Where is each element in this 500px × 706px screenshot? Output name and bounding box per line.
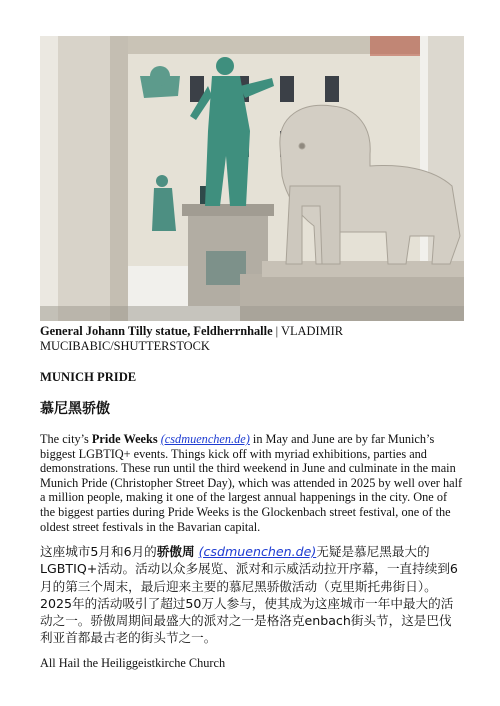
caption-title: General Johann Tilly statue, Feldherrnhalle <box>40 324 273 338</box>
paragraph-zh-body: 无疑是慕尼黑最大的LGBTIQ+活动。活动以众多展览、派对和示威活动拉开序幕，一直持续到6月的第三个周末，最后迎来主要的慕尼黑骄傲活动（克里斯托弗街日）。2025年的活动吸引了超过50万人参与，使其成为这座城市一年中最大的活动之一。骄傲周期间最盛大的派对之一是格洛克enbach街头节，这是巴伐利亚首都最古老的街头节之一。 <box>40 544 458 646</box>
paragraph-zh-bold: 骄傲周 <box>156 544 195 560</box>
paragraph-en-bold: Pride Weeks <box>91 432 158 446</box>
paragraph-en <box>40 432 464 534</box>
paragraph-zh-text: 这座城市5月和6月的 <box>40 544 157 560</box>
caption-separator: | <box>272 324 282 338</box>
section-heading-en: MUNICH PRIDE <box>40 370 137 384</box>
paragraph-en-text: The city’s <box>40 432 92 446</box>
article-page <box>40 36 464 671</box>
section-heading-zh: 慕尼黑骄傲 <box>40 401 110 417</box>
csd-link-zh[interactable]: (csdmuenchen.de) <box>198 544 317 560</box>
paragraph-en-body: in May and June are by far Munich’s biggest LGBTIQ+ events. Things kick off with myriad exhibitions, parties and demonstrations. These run until the third weekend in June and culminate in the main Munich Pride (Christopher Street Day), which was attended in 2025 by well over half a million people, making it one of the largest annual happenings in the city. One of the biggest parties during Pride Weeks is the Glockenbach street festival, one of the oldest street festivals in the Bavarian capital. <box>40 432 463 534</box>
caption-credit: VLADIMIR MUCIBABIC/SHUTTERSTOCK <box>40 324 343 353</box>
photo-caption <box>40 324 464 354</box>
photo-roof <box>370 36 420 56</box>
csd-link-en[interactable]: (csdmuenchen.de) <box>160 432 250 446</box>
paragraph-zh <box>40 543 464 646</box>
statue-photo <box>40 36 464 321</box>
photo-illustration <box>40 36 464 321</box>
next-section-heading: All Hail the Heiliggeistkirche Church <box>40 656 226 671</box>
